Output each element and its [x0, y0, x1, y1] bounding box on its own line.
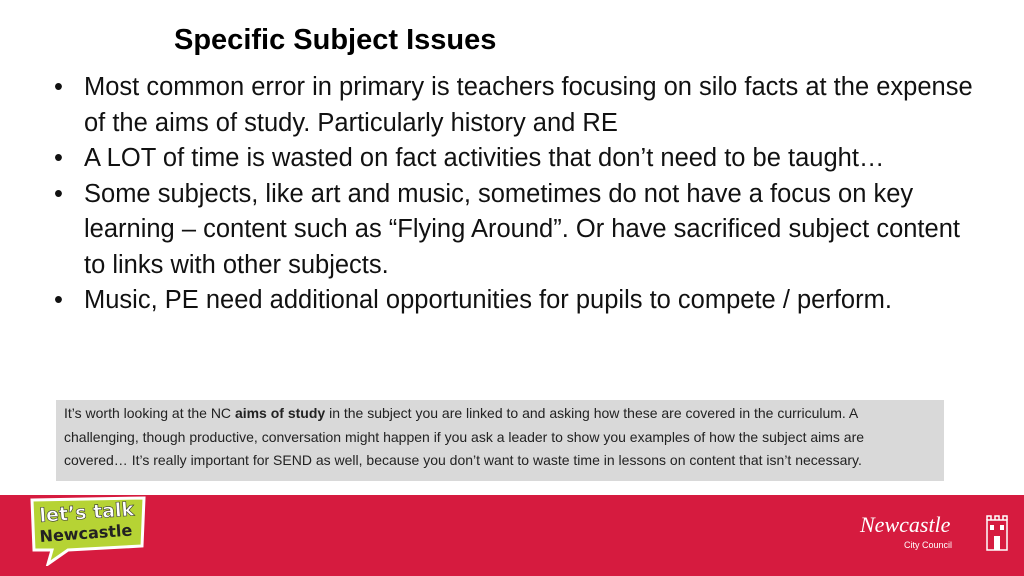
bullet-marker: •: [54, 286, 63, 314]
council-subtitle: City Council: [904, 540, 953, 550]
bullet-text: Music, PE need additional opportunities for pupils to compete / perform.: [84, 286, 892, 314]
lets-talk-newcastle-logo: [28, 496, 148, 566]
council-name: Newcastle: [860, 512, 951, 537]
bullet-text: Most common error in primary is teachers focusing on silo facts at the expense of the aims of study. Particularly history and RE: [84, 73, 973, 137]
note-text-1: It’s worth looking at the NC: [64, 405, 235, 421]
bullet-marker: •: [54, 144, 63, 172]
badge-line-1: let’s talk: [38, 498, 135, 527]
bullet-list: [48, 70, 978, 319]
slide-title: Specific Subject Issues: [174, 24, 497, 56]
note-text-2: in the subject you are linked to and asking how these are covered in the curriculum. A challenging, though productive, conversation might happen if you ask a leader to show you examples of how the subject aims are covered… It’s really important for SEND as well, because you don’t want to waste time in lessons on content that isn’t necessary.: [64, 405, 865, 468]
bullet-item: [48, 141, 978, 177]
speaker-note-box: [56, 400, 944, 481]
council-logo: [860, 512, 1010, 558]
bullet-text: A LOT of time is wasted on fact activities that don’t need to be taught…: [84, 144, 885, 172]
bullet-marker: •: [54, 179, 63, 208]
bullet-text: Some subjects, like art and music, sometimes do not have a focus on key learning – content such as “Flying Around”. Or have sacrificed subject content to links with other subjects.: [84, 179, 960, 279]
bullet-item: [48, 283, 978, 319]
castle-crest-icon: [984, 514, 1010, 554]
badge-line-2: Newcastle: [38, 520, 133, 546]
note-bold-text: aims of study: [234, 405, 326, 421]
bullet-item: [48, 70, 978, 141]
bullet-item: [48, 177, 978, 284]
bullet-marker: •: [54, 73, 63, 101]
